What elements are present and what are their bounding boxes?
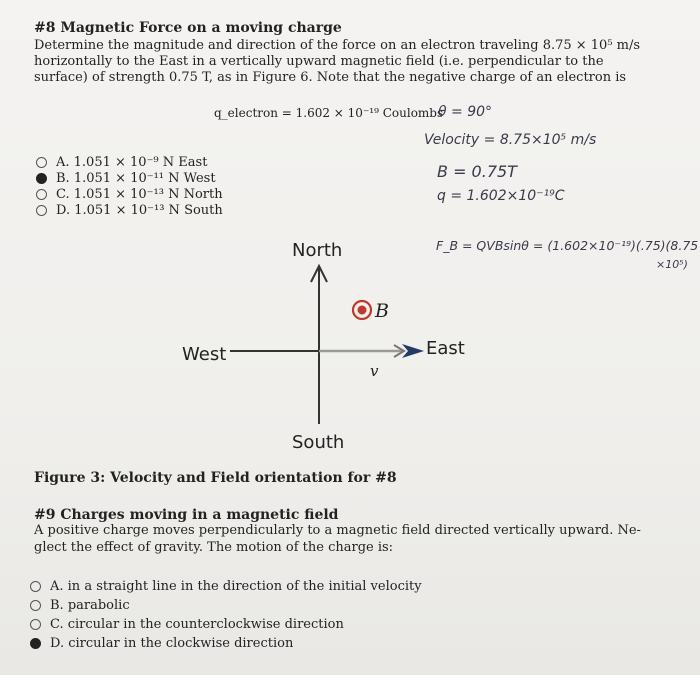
- radio-icon[interactable]: [30, 600, 41, 611]
- q8-title: #8 Magnetic Force on a moving charge: [34, 20, 342, 36]
- option-label: D. circular in the clockwise direction: [50, 636, 294, 651]
- option-label: B. parabolic: [50, 598, 130, 613]
- q9-option-a[interactable]: [30, 578, 422, 595]
- note-field: B = 0.75T: [437, 162, 517, 181]
- note-charge: q = 1.602×10⁻¹⁹C: [437, 188, 565, 204]
- option-label: D. 1.051 × 10⁻¹³ N South: [56, 203, 223, 218]
- q8-text-line1: Determine the magnitude and direction of the force on an electron traveling 8.75 × 10⁵ m/s: [34, 38, 641, 53]
- note-velocity: Velocity = 8.75×10⁵ m/s: [424, 132, 597, 148]
- q9-text-line1: A positive charge moves perpendicularly to a magnetic field directed vertically upward. Ne-: [34, 523, 641, 538]
- label-b-field: B: [375, 300, 389, 322]
- radio-icon[interactable]: [30, 581, 41, 592]
- q9-option-c[interactable]: [30, 616, 344, 633]
- label-west: West: [182, 344, 227, 365]
- label-north: North: [292, 240, 343, 261]
- note-force-cont: ×10⁵): [656, 258, 688, 271]
- radio-selected-icon[interactable]: [30, 638, 41, 649]
- q9-option-d[interactable]: [30, 635, 293, 652]
- radio-icon[interactable]: [30, 619, 41, 630]
- option-label: B. 1.051 × 10⁻¹¹ N West: [56, 171, 216, 186]
- label-velocity: v: [370, 362, 379, 380]
- option-label: A. in a straight line in the direction of the initial velocity: [50, 579, 422, 594]
- option-label: A. 1.051 × 10⁻⁹ N East: [56, 155, 208, 170]
- q8-text-line2: horizontally to the East in a vertically upward magnetic field (i.e. perpendicular to the: [34, 54, 604, 69]
- option-label: C. circular in the counterclockwise direction: [50, 617, 344, 632]
- label-south: South: [292, 432, 345, 453]
- note-theta: θ = 90°: [438, 104, 493, 120]
- option-label: C. 1.051 × 10⁻¹³ N North: [56, 187, 223, 202]
- b-field-dot-icon: [358, 306, 367, 315]
- label-east: East: [426, 338, 465, 359]
- q9-title: #9 Charges moving in a magnetic field: [34, 507, 339, 523]
- note-force: F_B = QVBsinθ = (1.602×10⁻¹⁹)(.75)(8.75: [436, 238, 699, 253]
- q9-option-b[interactable]: [30, 597, 130, 614]
- q9-text-line2: glect the effect of gravity. The motion of the charge is:: [34, 540, 394, 555]
- q8-text-line3: surface) of strength 0.75 T, as in Figure 6. Note that the negative charge of an electron is: [34, 70, 627, 85]
- electron-charge: q_electron = 1.602 × 10⁻¹⁹ Coulombs: [214, 106, 444, 120]
- figure-caption: Figure 3: Velocity and Field orientation for #8: [34, 470, 397, 486]
